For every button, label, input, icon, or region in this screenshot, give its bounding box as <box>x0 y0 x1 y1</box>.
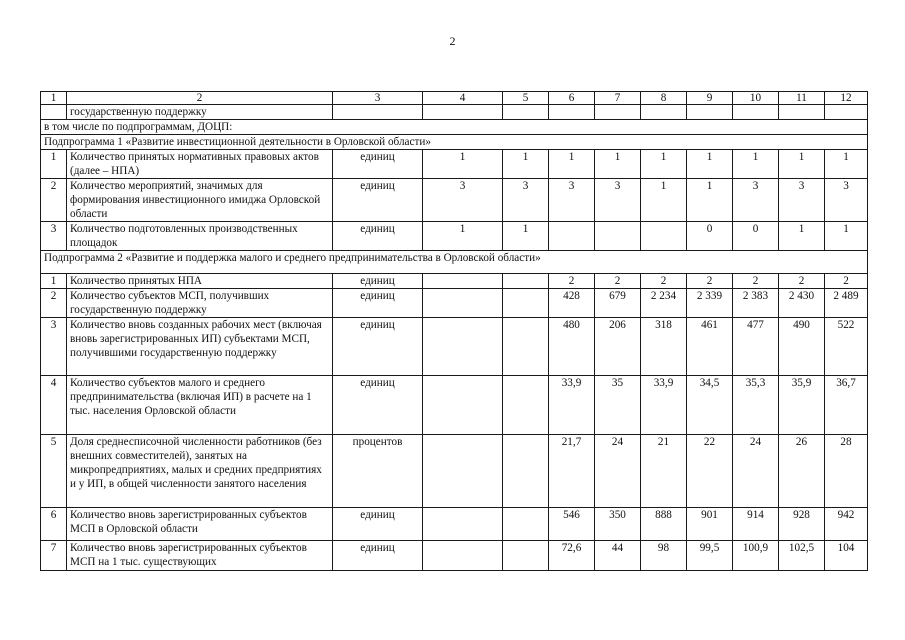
value-cell: 1 <box>549 150 595 179</box>
header-cell: 8 <box>641 92 687 105</box>
value-cell: 102,5 <box>779 541 825 571</box>
value-cell: 490 <box>779 318 825 376</box>
table-row <box>41 376 868 435</box>
unit-cell: единиц <box>333 222 423 251</box>
indicator-name-cell: Доля среднесписочной численности работников (без внешних совместителей), занятых на микропредприятиях, малых и средних предприятиях и у ИП, в общей численности занятого населения <box>67 435 333 508</box>
value-cell: 1 <box>503 150 549 179</box>
value-cell: 3 <box>825 179 868 222</box>
table-row <box>41 274 868 289</box>
value-cell: 888 <box>641 508 687 541</box>
table-cell <box>503 105 549 120</box>
value-cell: 206 <box>595 318 641 376</box>
unit-cell: единиц <box>333 289 423 318</box>
row-number-cell: 7 <box>41 541 67 571</box>
value-cell: 44 <box>595 541 641 571</box>
value-cell: 1 <box>825 222 868 251</box>
header-cell: 5 <box>503 92 549 105</box>
value-cell: 1 <box>779 150 825 179</box>
row-number-cell: 2 <box>41 289 67 318</box>
value-cell: 942 <box>825 508 868 541</box>
table-cell <box>595 105 641 120</box>
value-cell: 679 <box>595 289 641 318</box>
indicator-name-cell: Количество принятых нормативных правовых актов (далее – НПА) <box>67 150 333 179</box>
header-cell: 6 <box>549 92 595 105</box>
row-number-cell: 3 <box>41 318 67 376</box>
value-cell: 477 <box>733 318 779 376</box>
value-cell: 3 <box>733 179 779 222</box>
header-cell: 4 <box>423 92 503 105</box>
table-cell <box>41 105 67 120</box>
value-cell: 3 <box>779 179 825 222</box>
row-number-cell: 2 <box>41 179 67 222</box>
value-cell <box>503 508 549 541</box>
value-cell: 35,9 <box>779 376 825 435</box>
row-number-cell: 1 <box>41 150 67 179</box>
value-cell: 0 <box>687 222 733 251</box>
subprogram-2-title-row <box>41 251 868 274</box>
header-cell: 11 <box>779 92 825 105</box>
value-cell: 546 <box>549 508 595 541</box>
table-row <box>41 179 868 222</box>
table-cell <box>733 105 779 120</box>
unit-cell: процентов <box>333 435 423 508</box>
header-cell: 3 <box>333 92 423 105</box>
value-cell: 98 <box>641 541 687 571</box>
value-cell: 2 <box>779 274 825 289</box>
value-cell: 36,7 <box>825 376 868 435</box>
value-cell <box>549 222 595 251</box>
value-cell: 2 489 <box>825 289 868 318</box>
value-cell: 2 <box>549 274 595 289</box>
value-cell: 33,9 <box>549 376 595 435</box>
value-cell: 3 <box>549 179 595 222</box>
value-cell: 2 <box>641 274 687 289</box>
value-cell: 24 <box>595 435 641 508</box>
value-cell: 461 <box>687 318 733 376</box>
value-cell <box>503 435 549 508</box>
value-cell <box>503 541 549 571</box>
indicator-name-cell: Количество вновь зарегистрированных субъектов МСП на 1 тыс. существующих <box>67 541 333 571</box>
value-cell: 2 <box>595 274 641 289</box>
value-cell <box>423 318 503 376</box>
indicators-table <box>40 91 868 571</box>
value-cell: 1 <box>779 222 825 251</box>
table-header-row <box>41 92 868 105</box>
subprograms-row <box>41 120 868 135</box>
unit-cell: единиц <box>333 179 423 222</box>
value-cell: 35 <box>595 376 641 435</box>
section-title: Подпрограмма 2 «Развитие и поддержка малого и среднего предпринимательства в Орловской области» <box>41 251 868 274</box>
indicator-name-cell: Количество подготовленных производственных площадок <box>67 222 333 251</box>
value-cell: 2 339 <box>687 289 733 318</box>
value-cell: 3 <box>595 179 641 222</box>
value-cell: 1 <box>687 150 733 179</box>
value-cell: 1 <box>733 150 779 179</box>
value-cell: 1 <box>503 222 549 251</box>
value-cell: 1 <box>423 150 503 179</box>
value-cell: 350 <box>595 508 641 541</box>
value-cell: 901 <box>687 508 733 541</box>
indicator-name-cell: Количество вновь созданных рабочих мест (включая вновь зарегистрированных ИП) субъектами МСП, получившими государственную поддержку <box>67 318 333 376</box>
indicator-name-cell: Количество субъектов МСП, получивших государственную поддержку <box>67 289 333 318</box>
table-cell <box>549 105 595 120</box>
value-cell: 99,5 <box>687 541 733 571</box>
value-cell: 480 <box>549 318 595 376</box>
table-cell <box>333 105 423 120</box>
table-cell <box>687 105 733 120</box>
value-cell: 104 <box>825 541 868 571</box>
table-cell <box>641 105 687 120</box>
header-cell: 10 <box>733 92 779 105</box>
value-cell: 21,7 <box>549 435 595 508</box>
value-cell: 2 <box>687 274 733 289</box>
value-cell: 24 <box>733 435 779 508</box>
table-row <box>41 318 868 376</box>
value-cell: 72,6 <box>549 541 595 571</box>
indicator-name-cell: Количество мероприятий, значимых для формирования инвестиционного имиджа Орловской области <box>67 179 333 222</box>
row-number-cell: 6 <box>41 508 67 541</box>
value-cell <box>423 541 503 571</box>
row-number-cell: 5 <box>41 435 67 508</box>
table-row <box>41 105 868 120</box>
value-cell: 1 <box>641 179 687 222</box>
value-cell <box>641 222 687 251</box>
indicator-name-cell: Количество принятых НПА <box>67 274 333 289</box>
value-cell: 28 <box>825 435 868 508</box>
value-cell: 2 430 <box>779 289 825 318</box>
table-cell <box>825 105 868 120</box>
value-cell <box>423 376 503 435</box>
section-title: в том числе по подпрограммам, ДОЦП: <box>41 120 868 135</box>
value-cell: 2 234 <box>641 289 687 318</box>
value-cell <box>503 289 549 318</box>
value-cell <box>503 376 549 435</box>
value-cell: 914 <box>733 508 779 541</box>
row-number-cell: 3 <box>41 222 67 251</box>
value-cell: 0 <box>733 222 779 251</box>
value-cell: 33,9 <box>641 376 687 435</box>
unit-cell: единиц <box>333 318 423 376</box>
value-cell: 522 <box>825 318 868 376</box>
table-row <box>41 289 868 318</box>
value-cell: 318 <box>641 318 687 376</box>
header-cell: 1 <box>41 92 67 105</box>
unit-cell: единиц <box>333 541 423 571</box>
value-cell <box>503 274 549 289</box>
value-cell: 21 <box>641 435 687 508</box>
table-cell: государственную поддержку <box>67 105 333 120</box>
value-cell <box>423 289 503 318</box>
value-cell: 1 <box>641 150 687 179</box>
value-cell: 2 <box>733 274 779 289</box>
table-row <box>41 435 868 508</box>
indicator-name-cell: Количество вновь зарегистрированных субъектов МСП в Орловской области <box>67 508 333 541</box>
value-cell: 1 <box>687 179 733 222</box>
section-title: Подпрограмма 1 «Развитие инвестиционной деятельности в Орловской области» <box>41 135 868 150</box>
value-cell: 428 <box>549 289 595 318</box>
row-number-cell: 4 <box>41 376 67 435</box>
value-cell <box>423 508 503 541</box>
value-cell: 1 <box>423 222 503 251</box>
value-cell <box>503 318 549 376</box>
value-cell: 2 <box>825 274 868 289</box>
value-cell <box>423 274 503 289</box>
value-cell: 928 <box>779 508 825 541</box>
table-row <box>41 541 868 571</box>
header-cell: 7 <box>595 92 641 105</box>
unit-cell: единиц <box>333 150 423 179</box>
unit-cell: единиц <box>333 508 423 541</box>
indicator-name-cell: Количество субъектов малого и среднего предпринимательства (включая ИП) в расчете на 1 тыс. населения Орловской области <box>67 376 333 435</box>
value-cell <box>595 222 641 251</box>
table-cell <box>779 105 825 120</box>
table-row <box>41 222 868 251</box>
header-cell: 2 <box>67 92 333 105</box>
value-cell: 1 <box>595 150 641 179</box>
unit-cell: единиц <box>333 274 423 289</box>
header-cell: 12 <box>825 92 868 105</box>
value-cell: 3 <box>503 179 549 222</box>
header-cell: 9 <box>687 92 733 105</box>
value-cell: 1 <box>825 150 868 179</box>
value-cell: 26 <box>779 435 825 508</box>
value-cell: 22 <box>687 435 733 508</box>
value-cell: 3 <box>423 179 503 222</box>
value-cell: 34,5 <box>687 376 733 435</box>
value-cell: 100,9 <box>733 541 779 571</box>
value-cell: 2 383 <box>733 289 779 318</box>
row-number-cell: 1 <box>41 274 67 289</box>
table-row <box>41 508 868 541</box>
table-cell <box>423 105 503 120</box>
unit-cell: единиц <box>333 376 423 435</box>
table-row <box>41 150 868 179</box>
value-cell <box>423 435 503 508</box>
page-number: 2 <box>449 34 456 48</box>
subprogram-1-title-row <box>41 135 868 150</box>
value-cell: 35,3 <box>733 376 779 435</box>
